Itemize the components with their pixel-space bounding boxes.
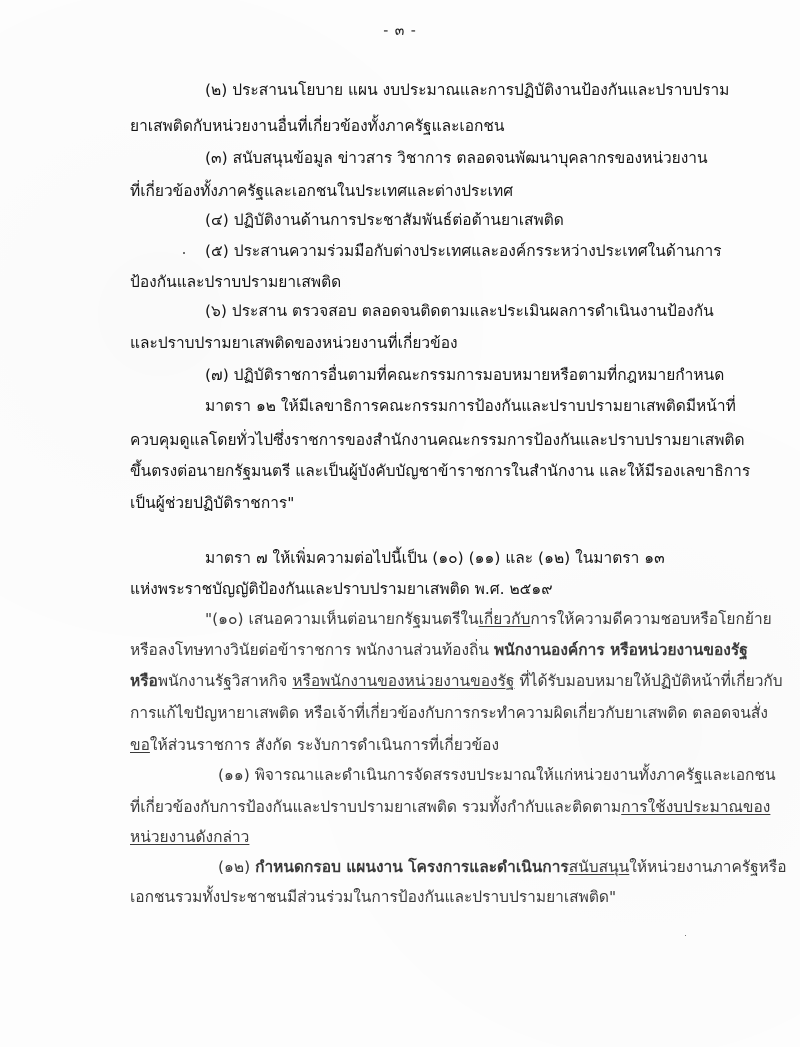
item-10-line2-a: หรือลงโทษทางวินัยต่อข้าราชการ พนักงานส่วนท้องถิ่น bbox=[130, 641, 494, 659]
item-11-line3-underlined: หน่วยงานดังกล่าว bbox=[130, 828, 250, 846]
item-4-line1: (๔) ปฏิบัติงานด้านการประชาสัมพันธ์ต่อต้านยาเสพติด bbox=[205, 211, 564, 229]
item-10-line3-bold: หรือ bbox=[130, 672, 158, 690]
item-10-line3 bbox=[130, 671, 783, 691]
item-11-line3 bbox=[130, 827, 249, 847]
scan-speck bbox=[183, 252, 185, 254]
item-10-line4: การแก้ไขปัญหายาเสพติด หรือเจ้าที่เกี่ยวข้องกับการกระทำความผิดเกี่ยวกับยาเสพติด ตลอดจนสั่ง bbox=[130, 704, 768, 722]
item-2-line2: ยาเสพติดกับหน่วยงานอื่นที่เกี่ยวข้องทั้งภาครัฐและเอกชน bbox=[130, 117, 505, 135]
section-7-intro-line2: แห่งพระราชบัญญัติป้องกันและปราบปรามยาเสพติด พ.ศ. ๒๕๑๙ bbox=[130, 580, 553, 598]
item-6-line2: และปราบปรามยาเสพติดของหน่วยงานที่เกี่ยวข้อง bbox=[130, 334, 458, 352]
scan-speck bbox=[685, 935, 686, 936]
item-10-line1-underlined: เกี่ยวกับ bbox=[478, 610, 531, 628]
item-3-line1: (๓) สนับสนุนข้อมูล ข่าวสาร วิชาการ ตลอดจนพัฒนาบุคลากรของหน่วยงาน bbox=[205, 149, 708, 167]
item-10-line3-a: พนักงานรัฐวิสาหกิจ bbox=[157, 672, 293, 690]
item-12-line2: เอกชนรวมทั้งประชาชนมีส่วนร่วมในการป้องกันและปราบปรามยาเสพติด" bbox=[130, 888, 617, 906]
item-10-line1 bbox=[205, 609, 772, 629]
item-11-line2-underlined: การใช้งบประมาณของ bbox=[621, 798, 771, 816]
item-7-line1: (๗) ปฏิบัติราชการอื่นตามที่คณะกรรมการมอบหมายหรือตามที่กฎหมายกำหนด bbox=[205, 366, 725, 384]
item-10-line5 bbox=[130, 735, 499, 755]
page-number: - ๓ - bbox=[383, 23, 417, 39]
item-10-line1-b: การให้ความดีความชอบหรือโยกย้าย bbox=[530, 610, 772, 628]
item-12-line1-underlined: สนับสนุน bbox=[568, 858, 630, 876]
item-10-line5-a: ให้ส่วนราชการ สังกัด ระงับการดำเนินการที่เกี่ยวข้อง bbox=[149, 736, 500, 754]
item-10-line2-bold: พนักงานองค์การ หรือหน่วยงานของรัฐ bbox=[493, 641, 748, 659]
item-10-line5-underlined: ขอ bbox=[130, 736, 150, 754]
item-10-line2 bbox=[130, 640, 748, 660]
section-12-line4: เป็นผู้ช่วยปฏิบัติราชการ" bbox=[130, 494, 295, 512]
section-12-line1: มาตรา ๑๒ ให้มีเลขาธิการคณะกรรมการป้องกันและปราบปรามยาเสพติดมีหน้าที่ bbox=[205, 397, 736, 415]
item-11-line1: (๑๑) พิจารณาและดำเนินการจัดสรรงบประมาณให้แก่หน่วยงานทั้งภาครัฐและเอกชน bbox=[218, 766, 776, 784]
item-12-line1 bbox=[218, 857, 787, 877]
item-2-line1: (๒) ประสานนโยบาย แผน งบประมาณและการปฏิบัติงานป้องกันและปราบปราม bbox=[205, 81, 730, 99]
item-12-line1-a: (๑๒) bbox=[218, 858, 256, 876]
item-10-line3-underlined: หรือพนักงานของหน่วยงานของรัฐ bbox=[292, 672, 515, 690]
item-12-line1-bold: กำหนดกรอบ แผนงาน โครงการและดำเนินการ bbox=[255, 858, 569, 876]
item-11-line2 bbox=[130, 797, 770, 817]
section-7-intro-line1: มาตรา ๗ ให้เพิ่มความต่อไปนี้เป็น (๑๐) (๑๑) และ (๑๒) ในมาตรา ๑๓ bbox=[205, 549, 665, 567]
item-5-line2: ป้องกันและปราบปรามยาเสพติด bbox=[130, 273, 342, 291]
item-10-line1-a: "(๑๐) เสนอความเห็นต่อนายกรัฐมนตรีใน bbox=[205, 610, 479, 628]
item-3-line2: ที่เกี่ยวข้องทั้งภาครัฐและเอกชนในประเทศและต่างประเทศ bbox=[130, 182, 514, 200]
section-12-line3: ขึ้นตรงต่อนายกรัฐมนตรี และเป็นผู้บังคับบัญชาข้าราชการในสำนักงาน และให้มีรองเลขาธิการ bbox=[130, 462, 751, 480]
item-11-line2-a: ที่เกี่ยวข้องกับการป้องกันและปราบปรามยาเสพติด รวมทั้งกำกับและติดตาม bbox=[130, 798, 622, 816]
section-12-line2: ควบคุมดูแลโดยทั่วไปซึ่งราชการของสำนักงานคณะกรรมการป้องกันและปราบปรามยาเสพติด bbox=[130, 431, 745, 449]
item-5-line1: (๕) ประสานความร่วมมือกับต่างประเทศและองค์กรระหว่างประเทศในด้านการ bbox=[205, 242, 722, 260]
item-12-line1-b: ให้หน่วยงานภาครัฐหรือ bbox=[629, 858, 787, 876]
item-10-line3-b: ที่ได้รับมอบหมายให้ปฏิบัติหน้าที่เกี่ยวกับ bbox=[514, 672, 783, 690]
item-6-line1: (๖) ประสาน ตรวจสอบ ตลอดจนติดตามและประเมินผลการดำเนินงานป้องกัน bbox=[205, 302, 714, 320]
